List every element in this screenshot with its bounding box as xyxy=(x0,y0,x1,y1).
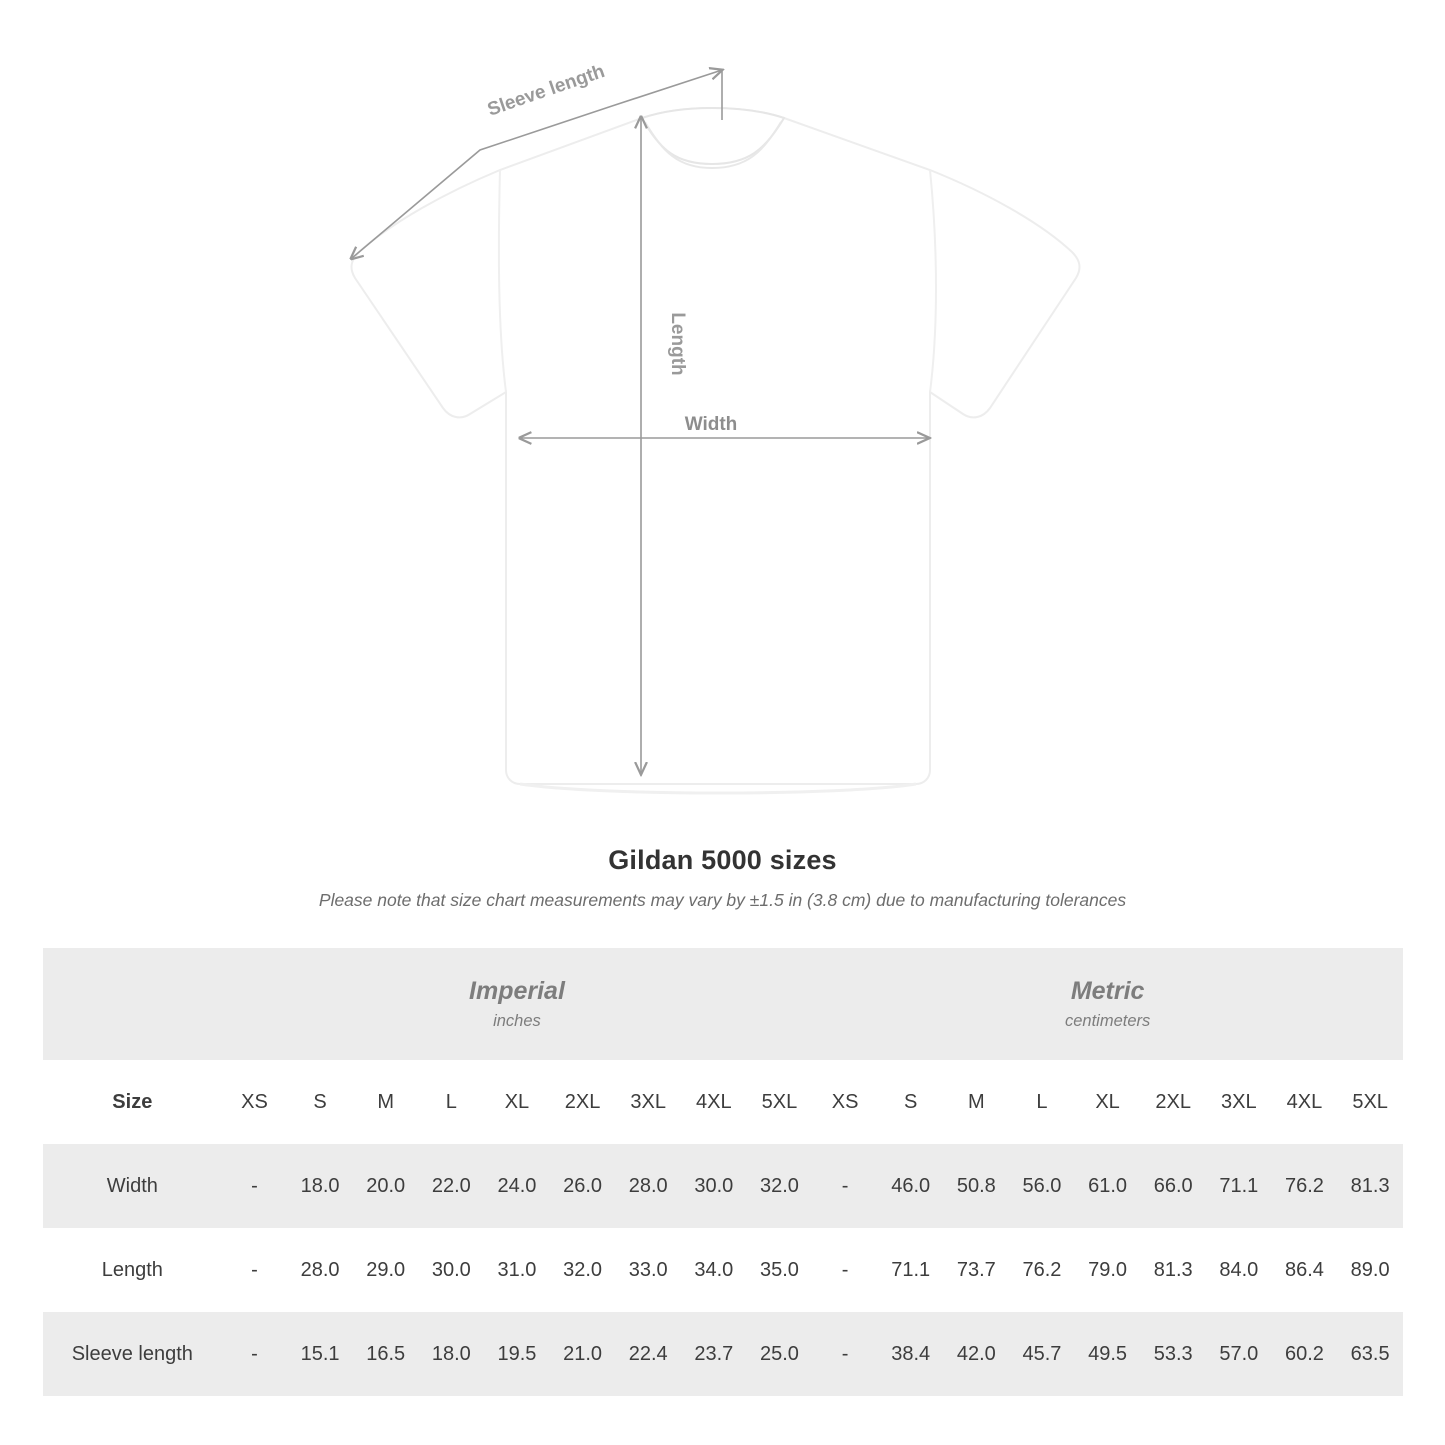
sleeve-metric-s: 38.4 xyxy=(878,1312,944,1396)
size-header-imperial-s: S xyxy=(287,1060,353,1144)
width-imperial-4xl: 30.0 xyxy=(681,1144,747,1228)
length-imperial-4xl: 34.0 xyxy=(681,1228,747,1312)
system-corner-cell xyxy=(43,948,222,1060)
sleeve-metric-xs: - xyxy=(812,1312,878,1396)
width-imperial-l: 22.0 xyxy=(419,1144,485,1228)
imperial-unit: inches xyxy=(493,1011,541,1030)
sleeve-imperial-5xl: 25.0 xyxy=(747,1312,813,1396)
width-metric-s: 46.0 xyxy=(878,1144,944,1228)
size-header-imperial-4xl: 4XL xyxy=(681,1060,747,1144)
width-metric-3xl: 71.1 xyxy=(1206,1144,1272,1228)
size-header-imperial-xl: XL xyxy=(484,1060,550,1144)
length-imperial-xs: - xyxy=(222,1228,288,1312)
width-metric-2xl: 66.0 xyxy=(1140,1144,1206,1228)
metric-unit: centimeters xyxy=(1064,1011,1151,1030)
length-metric-xs: - xyxy=(812,1228,878,1312)
length-imperial-xl: 31.0 xyxy=(484,1228,550,1312)
size-table-container xyxy=(43,948,1403,1396)
sleeve-imperial-s: 15.1 xyxy=(287,1312,353,1396)
size-header-metric-l: L xyxy=(1009,1060,1075,1144)
table-row-length xyxy=(43,1228,1403,1312)
sleeve-metric-m: 42.0 xyxy=(944,1312,1010,1396)
length-imperial-m: 29.0 xyxy=(353,1228,419,1312)
sleeve-imperial-4xl: 23.7 xyxy=(681,1312,747,1396)
size-header-imperial-xs: XS xyxy=(222,1060,288,1144)
size-header-imperial-5xl: 5XL xyxy=(747,1060,813,1144)
length-imperial-3xl: 33.0 xyxy=(615,1228,681,1312)
width-metric-xl: 61.0 xyxy=(1075,1144,1141,1228)
size-header-imperial-m: M xyxy=(353,1060,419,1144)
size-header-metric-m: M xyxy=(944,1060,1010,1144)
width-imperial-3xl: 28.0 xyxy=(615,1144,681,1228)
width-imperial-5xl: 32.0 xyxy=(747,1144,813,1228)
sleeve-imperial-3xl: 22.4 xyxy=(615,1312,681,1396)
row-label-width: Width xyxy=(43,1144,222,1228)
width-metric-l: 56.0 xyxy=(1009,1144,1075,1228)
length-label: Length xyxy=(667,312,688,376)
sleeve-imperial-2xl: 21.0 xyxy=(550,1312,616,1396)
size-header-imperial-l: L xyxy=(419,1060,485,1144)
size-header-metric-xs: XS xyxy=(812,1060,878,1144)
sleeve-metric-2xl: 53.3 xyxy=(1140,1312,1206,1396)
length-imperial-l: 30.0 xyxy=(419,1228,485,1312)
table-row-sleeve-length xyxy=(43,1312,1403,1396)
size-header-metric-4xl: 4XL xyxy=(1272,1060,1338,1144)
width-imperial-xs: - xyxy=(222,1144,288,1228)
tolerance-note: Please note that size chart measurements may vary by ±1.5 in (3.8 cm) due to manufacturing tolerances xyxy=(318,890,1127,910)
length-metric-l: 76.2 xyxy=(1009,1228,1075,1312)
width-metric-m: 50.8 xyxy=(944,1144,1010,1228)
width-imperial-m: 20.0 xyxy=(353,1144,419,1228)
width-metric-xs: - xyxy=(812,1144,878,1228)
title-block xyxy=(0,845,1445,911)
width-metric-4xl: 76.2 xyxy=(1272,1144,1338,1228)
size-header-metric-xl: XL xyxy=(1075,1060,1141,1144)
size-header-metric-5xl: 5XL xyxy=(1337,1060,1403,1144)
size-header-metric-2xl: 2XL xyxy=(1140,1060,1206,1144)
width-imperial-2xl: 26.0 xyxy=(550,1144,616,1228)
width-label: Width xyxy=(684,414,738,435)
sleeve-metric-4xl: 60.2 xyxy=(1272,1312,1338,1396)
sleeve-length-label: Sleeve length xyxy=(484,60,608,121)
imperial-system-cell xyxy=(222,948,813,1060)
size-header-imperial-2xl: 2XL xyxy=(550,1060,616,1144)
length-metric-s: 71.1 xyxy=(878,1228,944,1312)
length-metric-4xl: 86.4 xyxy=(1272,1228,1338,1312)
metric-system-cell xyxy=(812,948,1403,1060)
length-metric-2xl: 81.3 xyxy=(1140,1228,1206,1312)
width-imperial-s: 18.0 xyxy=(287,1144,353,1228)
length-metric-5xl: 89.0 xyxy=(1337,1228,1403,1312)
row-label-length: Length xyxy=(43,1228,222,1312)
width-metric-5xl: 81.3 xyxy=(1337,1144,1403,1228)
imperial-label: Imperial xyxy=(469,977,565,1006)
table-row-width xyxy=(43,1144,1403,1228)
size-header-metric-s: S xyxy=(878,1060,944,1144)
tshirt-shape xyxy=(352,108,1080,793)
page-title: Gildan 5000 sizes xyxy=(608,845,837,875)
size-table xyxy=(43,948,1403,1396)
sleeve-imperial-m: 16.5 xyxy=(353,1312,419,1396)
unit-system-header-row xyxy=(43,948,1403,1060)
size-header-row xyxy=(43,1060,1403,1144)
length-imperial-5xl: 35.0 xyxy=(747,1228,813,1312)
length-metric-m: 73.7 xyxy=(944,1228,1010,1312)
sleeve-imperial-xs: - xyxy=(222,1312,288,1396)
sleeve-imperial-xl: 19.5 xyxy=(484,1312,550,1396)
width-imperial-xl: 24.0 xyxy=(484,1144,550,1228)
size-header-imperial-3xl: 3XL xyxy=(615,1060,681,1144)
sleeve-metric-5xl: 63.5 xyxy=(1337,1312,1403,1396)
sleeve-metric-xl: 49.5 xyxy=(1075,1312,1141,1396)
sleeve-imperial-l: 18.0 xyxy=(419,1312,485,1396)
length-metric-3xl: 84.0 xyxy=(1206,1228,1272,1312)
sleeve-metric-l: 45.7 xyxy=(1009,1312,1075,1396)
length-imperial-2xl: 32.0 xyxy=(550,1228,616,1312)
metric-label: Metric xyxy=(1070,977,1145,1006)
size-header-label: Size xyxy=(43,1060,222,1144)
row-label-sleeve-length: Sleeve length xyxy=(43,1312,222,1396)
length-metric-xl: 79.0 xyxy=(1075,1228,1141,1312)
length-imperial-s: 28.0 xyxy=(287,1228,353,1312)
sleeve-metric-3xl: 57.0 xyxy=(1206,1312,1272,1396)
size-header-metric-3xl: 3XL xyxy=(1206,1060,1272,1144)
